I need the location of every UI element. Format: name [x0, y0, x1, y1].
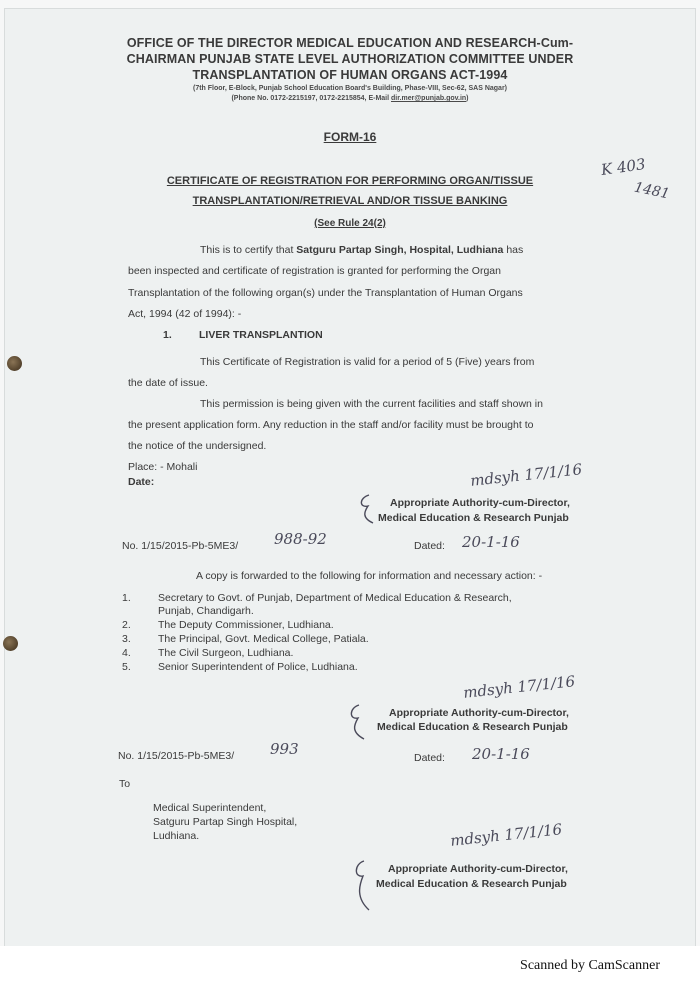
certificate-rule: (See Rule 24(2) — [314, 218, 386, 229]
ref-2-dated-label: Dated: — [414, 752, 445, 764]
punch-hole-bottom — [3, 636, 18, 651]
initial-mark-3 — [350, 858, 374, 914]
p1-intro: This is to certify that — [200, 244, 294, 256]
initial-mark-2 — [345, 702, 369, 742]
ref-1-handwritten-date: 20-1-16 — [462, 533, 520, 551]
ref-1-dated-label: Dated: — [414, 540, 445, 552]
to-line-2: Satguru Partap Singh Hospital, — [153, 816, 298, 828]
to-label: To — [119, 778, 131, 790]
header-line-1: OFFICE OF THE DIRECTOR MEDICAL EDUCATION AND RESEARCH-Cum- — [126, 36, 574, 50]
initial-mark-1 — [355, 492, 379, 526]
contact-prefix: (Phone No. 0172-2215197, 0172-2215854, E-Mail — [231, 95, 390, 102]
margin-note-line-2: 1481 — [632, 179, 671, 203]
copy-item-3-text: The Principal, Govt. Medical College, Patiala. — [158, 633, 369, 645]
punch-hole-top — [7, 356, 22, 371]
signature-1-line-2: Medical Education & Research Punjab — [378, 512, 569, 524]
ref-2-handwritten-date: 20-1-16 — [472, 745, 530, 763]
hospital-name: Satguru Partap Singh, Hospital, Ludhiana — [296, 244, 504, 256]
copy-item-5-text: Senior Superintendent of Police, Ludhiana. — [158, 661, 358, 673]
copy-item-1-text: Secretary to Govt. of Punjab, Department of Medical Education & Research, — [158, 592, 512, 604]
date-label: Date: — [128, 476, 155, 488]
body-p2-line-2: the date of issue. — [128, 377, 208, 389]
body-p3-line-1: This permission is being given with the current facilities and staff shown in — [200, 398, 543, 410]
p1-has: has — [506, 244, 524, 256]
copy-intro: A copy is forwarded to the following for information and necessary action: - — [196, 570, 543, 582]
copy-item-3-num: 3. — [122, 633, 131, 645]
organ-item-text: LIVER TRANSPLANTION — [199, 329, 323, 341]
copy-item-5-num: 5. — [122, 661, 131, 673]
header-contact — [0, 95, 700, 102]
copy-item-1-text-cont: Punjab, Chandigarh. — [158, 605, 254, 617]
contact-suffix: ) — [466, 95, 469, 102]
form-title: FORM-16 — [323, 130, 377, 144]
copy-item-1-num: 1. — [122, 592, 131, 604]
ref-2-number: No. 1/15/2015-Pb-5ME3/ — [118, 750, 235, 762]
camscanner-watermark: Scanned by CamScanner — [520, 958, 660, 973]
organ-item-number: 1. — [163, 329, 172, 341]
copy-item-2-num: 2. — [122, 619, 131, 631]
ref-2-handwritten-number: 993 — [270, 740, 299, 758]
signature-2-line-2: Medical Education & Research Punjab — [377, 721, 568, 733]
signature-scrawl-1: mdsyh 17/1/16 — [469, 460, 583, 490]
to-line-3: Ludhiana. — [153, 830, 200, 842]
ref-1-handwritten-number: 988-92 — [274, 530, 327, 548]
signature-1-line-1: Appropriate Authority-cum-Director, — [390, 497, 570, 509]
header-line-2: CHAIRMAN PUNJAB STATE LEVEL AUTHORIZATION COMMITTEE UNDER — [126, 52, 574, 66]
header-line-3: TRANSPLANTATION OF HUMAN ORGANS ACT-1994 — [192, 68, 508, 82]
body-p1-line-3: Transplantation of the following organ(s) under the Transplantation of Human Organs — [128, 287, 523, 299]
body-p2-line-1: This Certificate of Registration is valid for a period of 5 (Five) years from — [200, 356, 535, 368]
certificate-title-line-1: CERTIFICATE OF REGISTRATION FOR PERFORMING ORGAN/TISSUE — [166, 175, 534, 187]
copy-item-4-text: The Civil Surgeon, Ludhiana. — [158, 647, 294, 659]
header-address: (7th Floor, E-Block, Punjab School Education Board's Building, Phase-VIII, Sec-62, SAS Nagar) — [193, 85, 507, 92]
copy-item-4-num: 4. — [122, 647, 131, 659]
copy-item-2-text: The Deputy Commissioner, Ludhiana. — [158, 619, 334, 631]
place: Place: - Mohali — [128, 461, 198, 473]
signature-2-line-1: Appropriate Authority-cum-Director, — [389, 707, 569, 719]
body-p1-line-2: been inspected and certificate of registration is granted for performing the Organ — [128, 265, 501, 277]
body-p3-line-3: the notice of the undersigned. — [128, 440, 267, 452]
footer-bar — [0, 946, 700, 985]
certificate-title-line-2: TRANSPLANTATION/RETRIEVAL AND/OR TISSUE BANKING — [192, 195, 508, 207]
signature-scrawl-2: mdsyh 17/1/16 — [462, 672, 576, 702]
email-link[interactable]: dir.mer@punjab.gov.in — [391, 95, 467, 102]
ref-1-number: No. 1/15/2015-Pb-5ME3/ — [122, 540, 239, 552]
body-p1-line-1 — [200, 244, 600, 256]
to-line-1: Medical Superintendent, — [153, 802, 267, 814]
body-p3-line-2: the present application form. Any reduction in the staff and/or facility must be brought to — [128, 419, 534, 431]
margin-note-line-1: K 403 — [599, 154, 647, 180]
signature-3-line-2: Medical Education & Research Punjab — [376, 878, 567, 890]
signature-scrawl-3: mdsyh 17/1/16 — [449, 820, 563, 850]
signature-3-line-1: Appropriate Authority-cum-Director, — [388, 863, 568, 875]
document-page — [4, 8, 696, 948]
body-p1-line-4: Act, 1994 (42 of 1994): - — [128, 308, 242, 320]
